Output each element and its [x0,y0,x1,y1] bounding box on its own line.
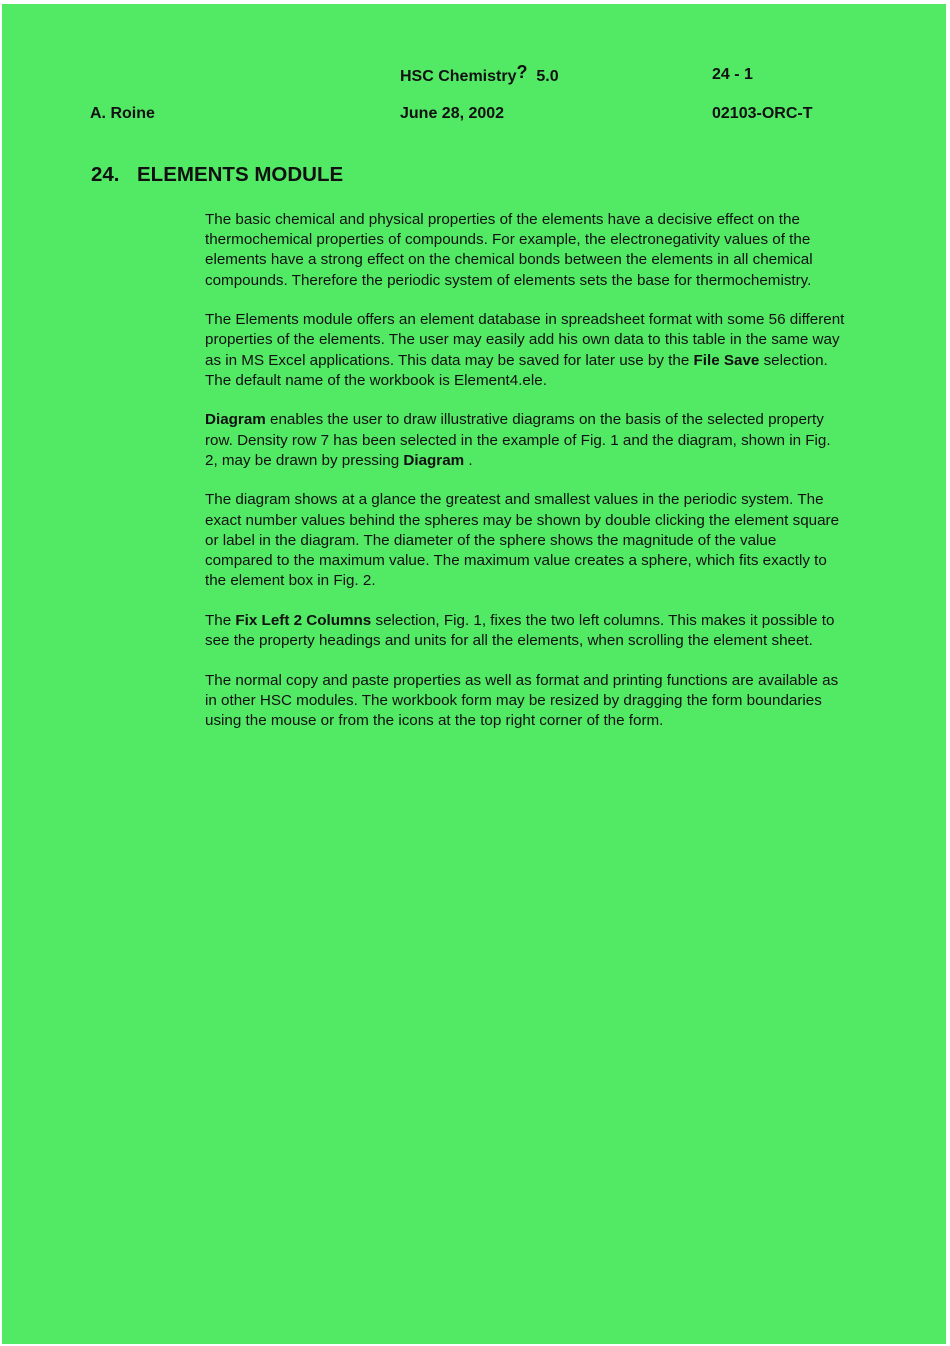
paragraph-diagram [205,410,845,471]
section-title: ELEMENTS MODULE [137,163,344,186]
paragraph-text: The normal copy and paste properties as well as format and printing functions are available as in other HSC modules. The workbook form may be resized by dragging the form boundaries using the mouse or from the icons at the top right corner of the form. [205,671,839,730]
paragraph-text: selection. The default name of the workbook is Element4.ele. [205,351,828,389]
section-heading [91,162,343,188]
paragraph-text: The Elements module offers an element database in spreadsheet format with some 56 different properties of the elements. The user may easily add his own data to this table in the same way as in MS Excel applications. This data may be saved for later use by the [205,311,845,369]
paragraph-database [205,310,845,391]
body-text [205,210,845,751]
section-number: 24. [91,163,120,186]
header-version: 5.0 [536,68,559,85]
paragraph-text: The basic chemical and physical properties of the elements have a decisive effect on the thermochemical properties of compounds. For example, the electronegativity values of the elements have a strong effect on the chemical bonds between the elements in all chemical compounds. Therefore the periodic system of elements sets the base for thermochemistry. [205,211,813,289]
fix-left-columns-term: Fix Left 2 Columns [235,611,372,629]
header-date: June 28, 2002 [400,105,505,122]
paragraph-intro [205,210,845,291]
header-product-name: HSC Chemistry [400,68,517,85]
paragraph-text: selection, Fig. 1, fixes the two left columns. This makes it possible to see the property headings and units for all the elements, when scrolling the element sheet. [205,611,835,650]
paragraph-text: enables the user to draw illustrative diagrams on the basis of the selected property row. Density row 7 has been selected in the example of Fig. 1 and the diagram, shown in Fig. 2, may be drawn by pressing [205,411,831,469]
file-save-term: File Save [693,351,760,369]
paragraph-spheres [205,490,845,591]
paragraph-copy-paste [205,671,845,732]
paragraph-text: . [464,451,473,469]
diagram-term: Diagram [403,451,465,469]
document-page [2,4,946,1344]
header-author: A. Roine [90,105,155,122]
header-product [400,62,559,87]
header-doc-code: 02103-ORC-T [712,105,813,122]
paragraph-fix-columns [205,611,845,651]
header-product-mark: ? [516,62,528,82]
diagram-term: Diagram [205,411,266,429]
header-page-ref: 24 - 1 [712,66,753,83]
paragraph-text: The diagram shows at a glance the greatest and smallest values in the periodic system. The exact number values behind the spheres may be shown by double clicking the element square or label in the diagram. The diameter of the sphere shows the magnitude of the value compared to the maximum value. The maximum value creates a sphere, which fits exactly to the element box in Fig. 2. [205,491,840,590]
paragraph-text: The [205,611,236,629]
